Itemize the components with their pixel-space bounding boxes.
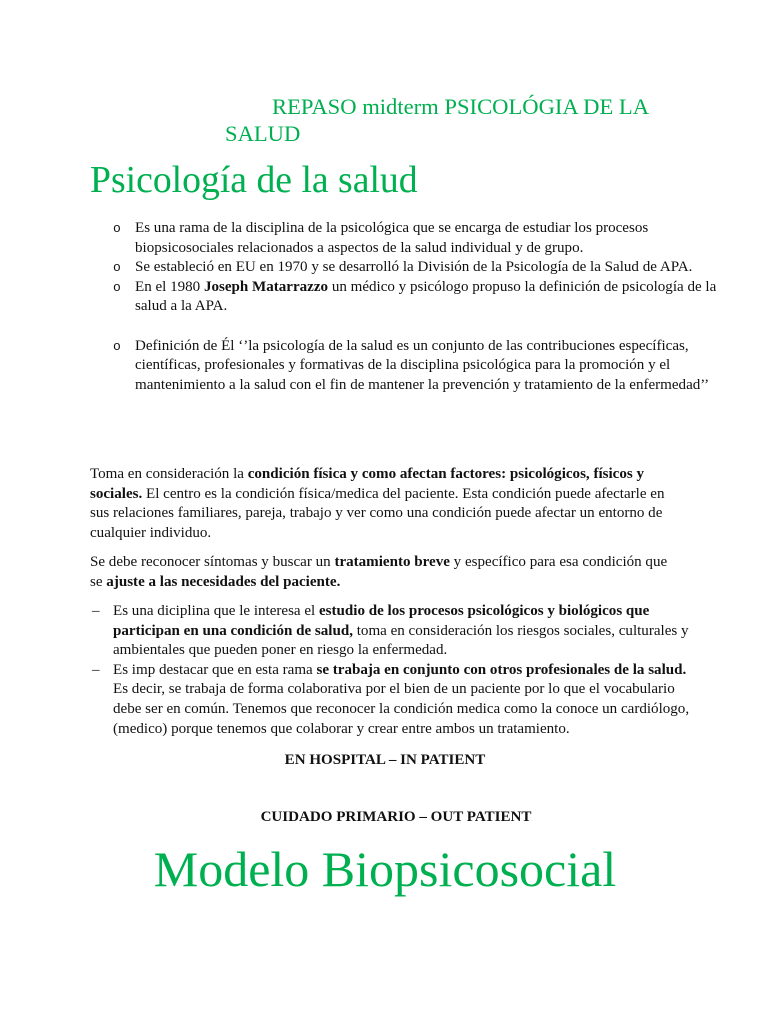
bullet-marker: o	[113, 221, 121, 236]
bullet-bold-name: Joseph Matarrazzo	[203, 278, 329, 295]
bullet-item	[113, 337, 725, 396]
dash-list	[90, 602, 703, 739]
bullet-text: Definición de Él ‘’la psicología de la salud es un conjunto de las contribuciones específicas, científicas, profesionales y formativas de la disciplina psicológica para la promoción y el mantenimiento a la salud con el fin de mantener la prevención y tratamiento de la enfermedad’’	[135, 337, 710, 393]
dash-marker: –	[92, 603, 100, 619]
intro-bullet-list	[90, 219, 725, 395]
outpatient-line: CUIDADO PRIMARIO – OUT PATIENT	[260, 809, 532, 825]
bullet-item	[113, 278, 725, 317]
paragraph	[90, 553, 680, 592]
paragraph-text: Toma en consideración la	[90, 466, 248, 482]
paragraph-text: y específico para esa condición que se	[90, 554, 668, 590]
dash-text: Es una diciplina que le interesa el	[113, 603, 319, 619]
paragraph-bold-text: tratamiento breve	[334, 554, 450, 570]
next-section-heading: Modelo Biopsicosocial	[153, 841, 617, 897]
inpatient-line: EN HOSPITAL – IN PATIENT	[284, 752, 486, 768]
bullet-marker: o	[113, 279, 121, 295]
bullet-text: un médico y psicólogo propuso la definición de psicología de la salud a la APA.	[135, 278, 717, 315]
dash-text: toma en consideración los riesgos sociales, culturales y ambientales que pueden poner en riesgo la enfermedad.	[113, 622, 689, 659]
bullet-marker: o	[113, 260, 121, 276]
paragraph	[90, 465, 680, 543]
dash-item	[92, 661, 703, 739]
dash-text: Es imp destacar que en esta rama	[113, 661, 317, 678]
bullet-text: Es una rama de la disciplina de la psicológica que se encarga de estudiar los procesos biopsicosociales relacionados a aspectos de la salud individual y de grupo.	[135, 220, 649, 256]
dash-bold-text: se trabaja en conjunto con otros profesionales de la salud.	[316, 661, 687, 678]
section-heading: Psicología de la salud	[90, 159, 418, 201]
paragraph-text: El centro es la condición física/medica del paciente. Esta condición puede afectarle en sus relaciones familiares, pareja, trabajo y ver como una condición puede afectar un entorno de cualquier individuo.	[90, 485, 665, 541]
document-title: REPASO midterm PSICOLÓGIA DE LA SALUD	[225, 94, 648, 146]
bullet-item	[113, 258, 725, 278]
dash-marker: –	[92, 661, 100, 678]
bullet-item	[113, 219, 725, 258]
bullet-marker: o	[113, 338, 121, 354]
paragraph-text: Se debe reconocer síntomas y buscar un	[90, 554, 335, 570]
paragraph-bold-text: condición física y como afectan factores: psicológicos, físicos y sociales.	[90, 466, 645, 502]
dash-item	[92, 602, 703, 661]
paragraph-bold-text: ajuste a las necesidades del paciente.	[106, 573, 341, 590]
bullet-text: En el 1980	[135, 278, 204, 295]
dash-bold-text: estudio de los procesos psicológicos y biológicos que participan en una condición de salud,	[113, 603, 650, 639]
bullet-text: Se estableció en EU en 1970 y se desarrolló la División de la Psicología de la Salud de APA.	[135, 259, 693, 276]
dash-text: Es decir, se trabaja de forma colaborativa por el bien de un paciente por lo que el vocabulario debe ser en común. Tenemos que reconocer la condición medica como la conoce un cardiólogo, (medico) porque tenemos que colaborar y crear entre ambos un tratamiento.	[113, 681, 690, 737]
